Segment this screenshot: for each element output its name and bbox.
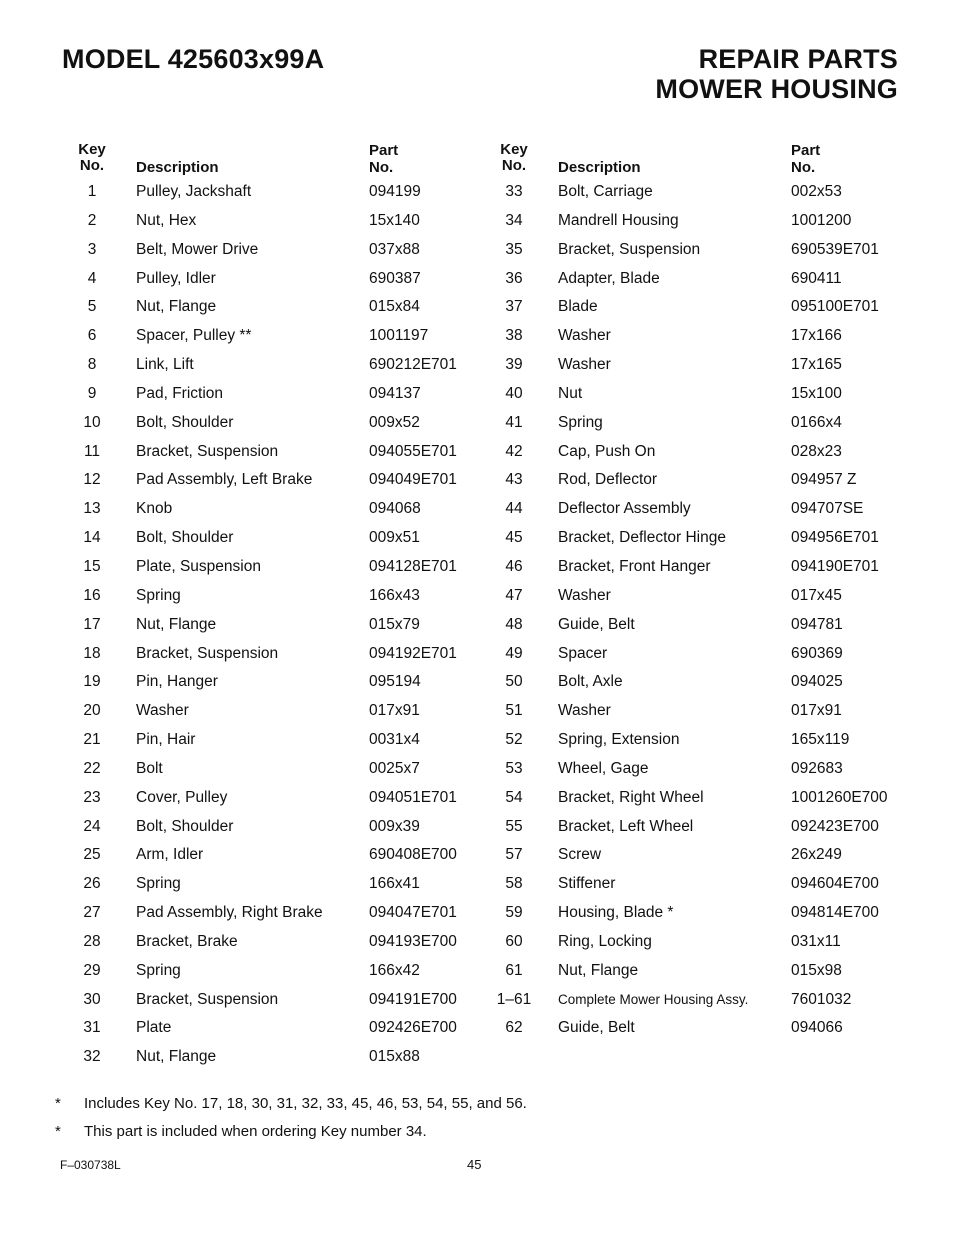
part-no-cell: 092426E700 bbox=[369, 1019, 457, 1037]
key-no-cell: 20 bbox=[83, 702, 101, 720]
part-no-cell: 690539E701 bbox=[791, 240, 879, 258]
description-cell: Bracket, Suspension bbox=[558, 240, 701, 258]
section-title-line2: MOWER HOUSING bbox=[655, 74, 898, 104]
section-title bbox=[655, 44, 898, 104]
key-no-cell: 2 bbox=[87, 211, 97, 229]
part-no-cell: 094192E701 bbox=[369, 644, 457, 662]
part-no-cell: 690411 bbox=[791, 269, 842, 287]
description-cell: Pad Assembly, Right Brake bbox=[136, 904, 323, 922]
description-cell: Bolt, Axle bbox=[558, 673, 623, 691]
description-cell: Bolt bbox=[136, 759, 163, 777]
description-cell: Pin, Hanger bbox=[136, 673, 218, 691]
part-no-cell: 26x249 bbox=[791, 846, 842, 864]
description-cell: Spring bbox=[136, 875, 181, 893]
description-cell: Nut bbox=[558, 384, 583, 402]
footnote-text: Includes Key No. 17, 18, 30, 31, 32, 33, 45, 46, 53, 54, 55, and 56. bbox=[84, 1095, 527, 1112]
part-no-cell: 095100E701 bbox=[791, 298, 879, 316]
description-cell: Mandrell Housing bbox=[558, 211, 679, 229]
key-no-cell: 29 bbox=[83, 961, 101, 979]
part-no-cell: 15x100 bbox=[791, 384, 842, 402]
description-cell: Pin, Hair bbox=[136, 731, 196, 749]
key-no-cell: 55 bbox=[505, 817, 523, 835]
part-no-cell: 17x166 bbox=[791, 327, 842, 345]
description-cell: Nut, Flange bbox=[558, 961, 639, 979]
part-no-cell: 690387 bbox=[369, 269, 421, 287]
key-no-cell: 22 bbox=[83, 759, 101, 777]
key-no-cell: 37 bbox=[505, 298, 523, 316]
part-no-cell: 094199 bbox=[369, 183, 421, 200]
key-no-cell: 23 bbox=[83, 788, 101, 806]
key-no-cell: 30 bbox=[83, 990, 101, 1008]
key-no-cell: 52 bbox=[505, 731, 523, 749]
description-cell: Nut, Flange bbox=[136, 615, 217, 633]
description-cell: Bracket, Left Wheel bbox=[558, 817, 694, 835]
part-no-cell: 015x88 bbox=[369, 1048, 420, 1066]
description-cell: Nut, Flange bbox=[136, 298, 217, 316]
part-no-cell: 094190E701 bbox=[791, 557, 879, 575]
part-no-cell: 1001197 bbox=[369, 327, 429, 345]
part-no-cell: 15x140 bbox=[369, 211, 420, 229]
key-header-line2: No. bbox=[79, 157, 105, 174]
part-no-header: Part No. bbox=[791, 142, 821, 176]
key-no-cell: 38 bbox=[505, 327, 523, 345]
description-cell: Spring bbox=[558, 413, 603, 431]
part-no-cell: 094956E701 bbox=[791, 529, 879, 547]
key-no-cell: 41 bbox=[505, 413, 523, 431]
part-no-header: Part No. bbox=[369, 142, 399, 176]
description-cell: Spring bbox=[136, 961, 181, 979]
description-cell: Plate, Suspension bbox=[136, 557, 261, 575]
key-no-cell: 9 bbox=[87, 384, 97, 402]
part-no-cell: 092423E700 bbox=[791, 817, 879, 835]
key-no-cell: 36 bbox=[505, 269, 523, 287]
part-no-cell: 037x88 bbox=[369, 240, 420, 258]
key-no-cell: 35 bbox=[505, 240, 523, 258]
key-no-cell: 25 bbox=[83, 846, 101, 864]
description-cell: Pulley, Idler bbox=[136, 269, 216, 287]
key-no-cell: 16 bbox=[83, 586, 101, 604]
key-no-cell: 32 bbox=[83, 1048, 101, 1066]
description-cell: Bracket, Brake bbox=[136, 932, 238, 950]
part-no-cell: 166x43 bbox=[369, 586, 420, 604]
part-no-cell: 094781 bbox=[791, 615, 843, 633]
part-no-cell: 094604E700 bbox=[791, 875, 879, 893]
description-cell: Adapter, Blade bbox=[558, 269, 660, 287]
part-no-cell: 166x41 bbox=[369, 875, 420, 893]
description-cell: Pulley, Jackshaft bbox=[136, 183, 252, 200]
part-no-cell: 002x53 bbox=[791, 183, 842, 200]
description-cell: Ring, Locking bbox=[558, 932, 652, 950]
key-no-cell: 12 bbox=[83, 471, 101, 489]
key-header-line1: Key bbox=[500, 141, 528, 158]
part-no-cell: 009x39 bbox=[369, 817, 420, 835]
part-no-cell: 009x51 bbox=[369, 529, 420, 547]
page-number: 45 bbox=[467, 1157, 482, 1172]
description-cell: Wheel, Gage bbox=[558, 759, 649, 777]
description-cell: Bracket, Right Wheel bbox=[558, 788, 704, 806]
footnote-marker: * bbox=[55, 1123, 61, 1140]
part-no-cell: 094047E701 bbox=[369, 904, 457, 922]
part-no-cell: 166x42 bbox=[369, 961, 420, 979]
part-no-cell: 094068 bbox=[369, 500, 421, 518]
key-no-cell: 42 bbox=[505, 442, 523, 460]
description-cell: Nut, Flange bbox=[136, 1048, 217, 1066]
description-cell: Knob bbox=[136, 500, 173, 518]
part-no-cell: 094025 bbox=[791, 673, 843, 691]
description-header: Description bbox=[558, 159, 641, 176]
key-no-cell: 61 bbox=[505, 961, 523, 979]
description-cell: Guide, Belt bbox=[558, 615, 635, 633]
key-no-cell: 26 bbox=[83, 875, 101, 893]
key-no-cell: 49 bbox=[505, 644, 523, 662]
key-no-cell: 54 bbox=[505, 788, 523, 806]
description-cell: Guide, Belt bbox=[558, 1019, 635, 1037]
description-cell: Bolt, Carriage bbox=[558, 183, 653, 200]
model-title: MODEL 425603x99A bbox=[62, 44, 325, 74]
part-no-cell: 690369 bbox=[791, 644, 843, 662]
description-cell: Deflector Assembly bbox=[558, 500, 691, 518]
key-no-cell: 62 bbox=[505, 1019, 523, 1037]
part-no-cell: 094957 Z bbox=[791, 471, 857, 489]
part-no-cell: 094707SE bbox=[791, 500, 864, 518]
key-no-cell: 3 bbox=[87, 240, 97, 258]
key-no-cell: 19 bbox=[83, 673, 101, 691]
description-cell: Spring, Extension bbox=[558, 731, 680, 749]
part-no-cell: 092683 bbox=[791, 759, 843, 777]
description-cell: Nut, Hex bbox=[136, 211, 197, 229]
key-no-cell: 58 bbox=[505, 875, 523, 893]
key-no-cell: 11 bbox=[83, 442, 101, 460]
form-number: F–030738L bbox=[60, 1158, 121, 1172]
description-cell: Complete Mower Housing Assy. bbox=[558, 991, 749, 1007]
key-no-cell: 43 bbox=[505, 471, 523, 489]
part-no-cell: 094814E700 bbox=[791, 904, 879, 922]
description-cell: Cover, Pulley bbox=[136, 788, 228, 806]
key-no-cell: 28 bbox=[83, 932, 101, 950]
description-cell: Plate bbox=[136, 1019, 172, 1037]
key-no-cell: 17 bbox=[83, 615, 101, 633]
description-cell: Spacer, Pulley ** bbox=[136, 327, 252, 345]
part-no-cell: 1001200 bbox=[791, 211, 852, 229]
key-no-cell: 10 bbox=[83, 413, 101, 431]
description-cell: Rod, Deflector bbox=[558, 471, 658, 489]
description-cell: Bolt, Shoulder bbox=[136, 817, 234, 835]
section-title-line1: REPAIR PARTS bbox=[698, 44, 898, 74]
part-no-cell: 7601032 bbox=[791, 990, 852, 1008]
description-cell: Washer bbox=[558, 327, 611, 345]
description-cell: Spacer bbox=[558, 644, 608, 662]
part-no-cell: 094049E701 bbox=[369, 471, 457, 489]
description-header: Description bbox=[136, 159, 219, 176]
key-no-cell: 13 bbox=[83, 500, 101, 518]
part-no-cell: 094051E701 bbox=[369, 788, 457, 806]
key-no-cell: 60 bbox=[505, 932, 523, 950]
part-no-cell: 009x52 bbox=[369, 413, 420, 431]
key-no-cell: 21 bbox=[83, 731, 101, 749]
key-header-line2: No. bbox=[501, 157, 527, 174]
key-no-cell: 59 bbox=[505, 904, 523, 922]
part-no-cell: 165x119 bbox=[791, 731, 850, 749]
part-no-cell: 015x84 bbox=[369, 298, 420, 316]
part-no-cell: 015x79 bbox=[369, 615, 420, 633]
part-no-cell: 094128E701 bbox=[369, 557, 457, 575]
key-no-cell: 44 bbox=[505, 500, 523, 518]
part-no-cell: 017x45 bbox=[791, 586, 842, 604]
key-no-cell: 34 bbox=[505, 211, 523, 229]
description-cell: Blade bbox=[558, 298, 598, 316]
key-no-header bbox=[60, 142, 124, 174]
key-no-cell: 1–61 bbox=[496, 990, 532, 1008]
description-cell: Bracket, Suspension bbox=[136, 990, 279, 1008]
description-cell: Pad, Friction bbox=[136, 384, 224, 402]
description-cell: Washer bbox=[558, 356, 611, 374]
part-no-cell: 094055E701 bbox=[369, 442, 457, 460]
part-no-cell: 0031x4 bbox=[369, 731, 420, 749]
key-no-cell: 31 bbox=[83, 1019, 101, 1037]
key-no-cell: 8 bbox=[87, 356, 97, 374]
part-no-cell: 094137 bbox=[369, 384, 421, 402]
part-no-cell: 1001260E700 bbox=[791, 788, 888, 806]
part-no-cell: 095194 bbox=[369, 673, 421, 691]
key-no-cell: 51 bbox=[505, 702, 523, 720]
part-no-cell: 017x91 bbox=[791, 702, 842, 720]
description-cell: Bracket, Deflector Hinge bbox=[558, 529, 726, 547]
key-no-cell: 53 bbox=[505, 759, 523, 777]
description-cell: Arm, Idler bbox=[136, 846, 204, 864]
key-no-cell: 15 bbox=[83, 557, 101, 575]
key-no-cell: 6 bbox=[87, 327, 97, 345]
key-no-cell: 18 bbox=[83, 644, 101, 662]
part-no-cell: 690212E701 bbox=[369, 356, 457, 374]
description-cell: Screw bbox=[558, 846, 602, 864]
key-no-cell: 45 bbox=[505, 529, 523, 547]
description-cell: Pad Assembly, Left Brake bbox=[136, 471, 313, 489]
footnote-marker: * bbox=[55, 1095, 61, 1112]
part-no-cell: 690408E700 bbox=[369, 846, 457, 864]
part-no-cell: 17x165 bbox=[791, 356, 842, 374]
description-cell: Stiffener bbox=[558, 875, 616, 893]
footnote-text: This part is included when ordering Key number 34. bbox=[84, 1123, 427, 1140]
description-cell: Bracket, Front Hanger bbox=[558, 557, 711, 575]
key-no-cell: 50 bbox=[505, 673, 523, 691]
description-cell: Washer bbox=[558, 702, 611, 720]
part-no-cell: 0166x4 bbox=[791, 413, 842, 431]
description-cell: Bolt, Shoulder bbox=[136, 529, 234, 547]
description-cell: Bracket, Suspension bbox=[136, 442, 279, 460]
part-no-cell: 094193E700 bbox=[369, 932, 457, 950]
description-cell: Spring bbox=[136, 586, 181, 604]
key-no-cell: 4 bbox=[87, 269, 97, 287]
description-cell: Link, Lift bbox=[136, 356, 194, 374]
description-cell: Bolt, Shoulder bbox=[136, 413, 234, 431]
key-no-cell: 40 bbox=[505, 384, 523, 402]
part-no-cell: 028x23 bbox=[791, 442, 842, 460]
description-cell: Cap, Push On bbox=[558, 442, 656, 460]
description-cell: Belt, Mower Drive bbox=[136, 240, 259, 258]
part-no-cell: 094191E700 bbox=[369, 990, 457, 1008]
part-no-cell: 017x91 bbox=[369, 702, 420, 720]
key-no-cell: 57 bbox=[505, 846, 523, 864]
key-no-cell: 47 bbox=[505, 586, 523, 604]
description-cell: Washer bbox=[136, 702, 189, 720]
part-no-cell: 015x98 bbox=[791, 961, 842, 979]
part-no-cell: 031x11 bbox=[791, 932, 841, 950]
key-no-cell: 48 bbox=[505, 615, 523, 633]
key-no-header bbox=[482, 142, 546, 174]
part-no-cell: 094066 bbox=[791, 1019, 843, 1037]
key-no-cell: 46 bbox=[505, 557, 523, 575]
key-no-cell: 27 bbox=[83, 904, 101, 922]
key-no-cell: 39 bbox=[505, 356, 523, 374]
key-no-cell: 1 bbox=[87, 183, 97, 200]
key-no-cell: 33 bbox=[505, 183, 523, 200]
description-cell: Bracket, Suspension bbox=[136, 644, 279, 662]
part-no-cell: 0025x7 bbox=[369, 759, 420, 777]
key-no-cell: 5 bbox=[87, 298, 97, 316]
key-no-cell: 14 bbox=[83, 529, 101, 547]
key-header-line1: Key bbox=[78, 141, 106, 158]
description-cell: Housing, Blade * bbox=[558, 904, 674, 922]
key-no-cell: 24 bbox=[83, 817, 101, 835]
description-cell: Washer bbox=[558, 586, 611, 604]
